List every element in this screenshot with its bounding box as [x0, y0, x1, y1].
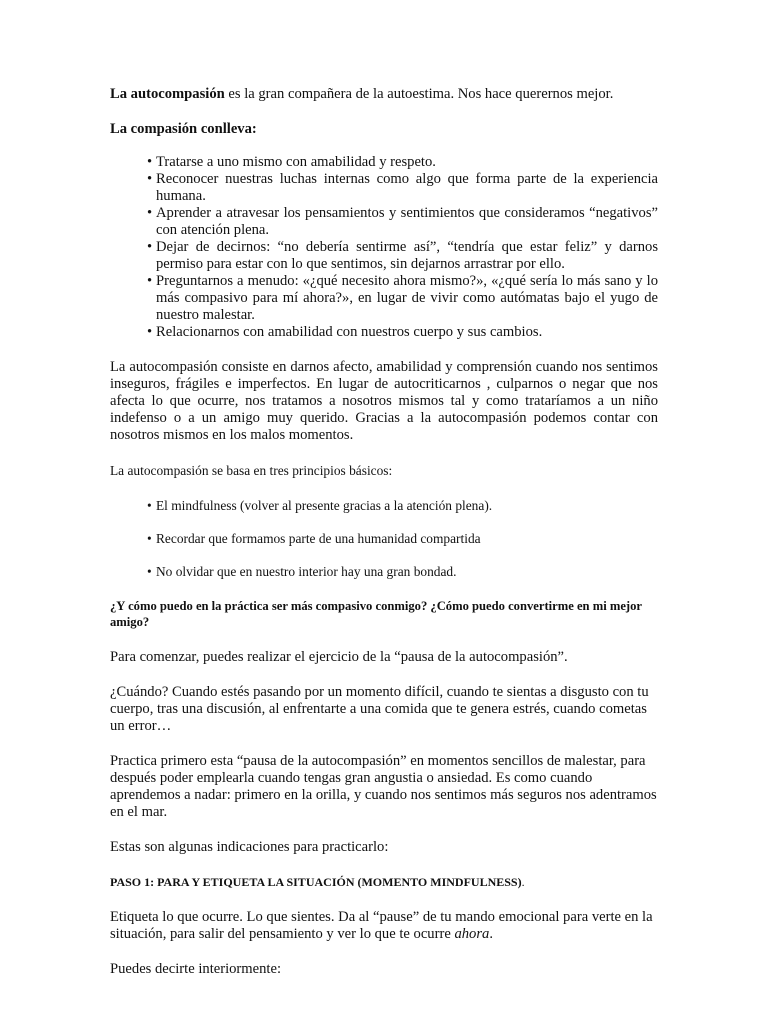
list-item: • El mindfulness (volver al presente gracias a la atención plena).: [147, 498, 493, 513]
step-heading: [110, 874, 658, 891]
compassion-list: [110, 154, 658, 341]
list-item: • Relacionarnos con amabilidad con nuestros cuerpo y sus cambios.: [147, 324, 543, 340]
bullet-icon: •: [147, 205, 153, 221]
closing-paragraph: Puedes decirte interiormente:: [110, 961, 282, 977]
principles-intro: La autocompasión se basa en tres principios básicos:: [110, 463, 393, 478]
start-paragraph: Para comenzar, puedes realizar el ejercicio de la “pausa de la autocompasión”.: [110, 649, 568, 665]
bullet-icon: •: [147, 273, 153, 289]
practice-paragraph: Practica primero esta “pausa de la autocompasión” en momentos sencillos de malestar, para después poder emplearla cuando tengas gran angustia o ansiedad. Es como cuando aprendemos a nadar: primero en la orilla, y cuando nos sentimos más seguros nos adentramos en el mar.: [110, 753, 657, 820]
bullet-icon: •: [147, 324, 153, 340]
bullet-icon: •: [147, 154, 153, 170]
intro-bold: La autocompasión: [110, 86, 225, 102]
bullet-icon: •: [147, 564, 152, 579]
section-heading: La compasión conlleva:: [110, 121, 257, 137]
bullet-icon: •: [147, 171, 153, 187]
list-item: • Aprender a atravesar los pensamientos y sentimientos que consideramos “negativos” con atención plena.: [147, 205, 658, 238]
list-item: • Recordar que formamos parte de una humanidad compartida: [147, 531, 481, 546]
bullet-icon: •: [147, 531, 152, 546]
intro-rest: es la gran compañera de la autoestima. Nos hace querernos mejor.: [224, 86, 614, 102]
list-item: • Reconocer nuestras luchas internas como algo que forma parte de la experiencia humana.: [147, 171, 658, 204]
bullet-icon: •: [147, 239, 153, 255]
principles-list: [110, 497, 658, 580]
step-title: PASO 1: PARA Y ETIQUETA LA SITUACIÓN (MOMENTO MINDFULNESS): [110, 875, 522, 889]
list-item: • Dejar de decirnos: “no debería sentirme así”, “tendría que estar feliz” y darnos permiso para estar con lo que sentimos, sin dejarnos arrastrar por ello.: [147, 239, 658, 272]
step-period: .: [521, 875, 525, 889]
list-item: • No olvidar que en nuestro interior hay una gran bondad.: [147, 564, 457, 579]
list-item: • Tratarse a uno mismo con amabilidad y respeto.: [147, 154, 436, 170]
document-body: [110, 86, 658, 996]
indications-paragraph: Estas son algunas indicaciones para practicarlo:: [110, 839, 389, 855]
step-text-paragraph: Etiqueta lo que ocurre. Lo que sientes. Da al “pause” de tu mando emocional para verte en la situación, para salir del pensamiento y ver lo que te ocurre ahora.: [110, 909, 653, 942]
intro-paragraph: [110, 86, 658, 103]
question-heading: ¿Y cómo puedo en la práctica ser más compasivo conmigo? ¿Cómo puedo convertirme en mi mejor amigo?: [110, 599, 642, 629]
when-paragraph: ¿Cuándo? Cuando estés pasando por un momento difícil, cuando te sientas a disgusto con tu cuerpo, tras una discusión, al enfrentarte a una comida que te genera estrés, cuando cometas un error…: [110, 684, 649, 734]
definition-paragraph: La autocompasión consiste en darnos afecto, amabilidad y comprensión cuando nos sentimos inseguros, frágiles e imperfectos. En lugar de autocriticarnos , culparnos o negar que nos afecta lo que ocurre, nos tratamos a nosotros mismos tal y como trataríamos a un niño indefenso o a un amigo muy querido. Gracias a la autocompasión podemos contar con nosotros mismos en los malos momentos.: [110, 359, 658, 443]
list-item: • Preguntarnos a menudo: «¿qué necesito ahora mismo?», «¿qué sería lo más sano y lo más compasivo para mí ahora?», en lugar de vivir como autómatas bajo el yugo de nuestro malestar.: [147, 273, 658, 323]
emphasis-now: ahora: [454, 926, 490, 942]
bullet-icon: •: [147, 498, 152, 513]
